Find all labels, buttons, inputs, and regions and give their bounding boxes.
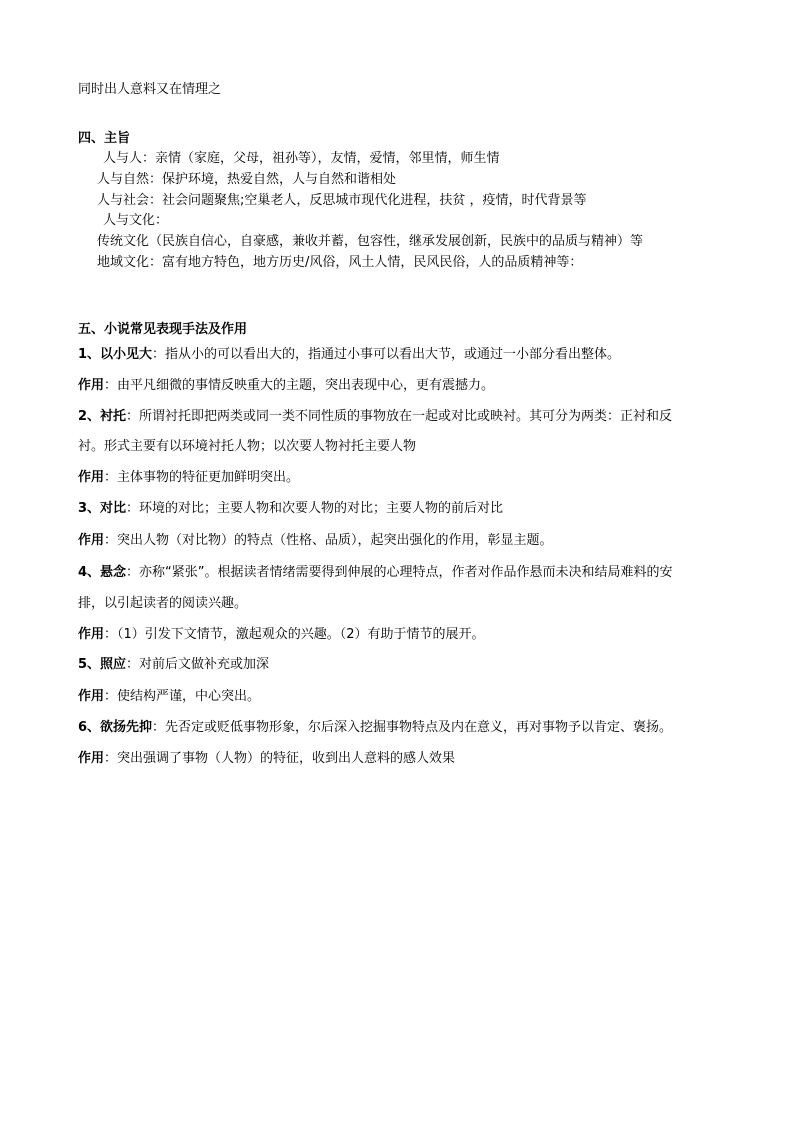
technique-definition	[78, 565, 673, 581]
effect-text: ：突出人物（对比物）的特点（性格、品质），起突出强化的作用，彰显主题。	[104, 533, 553, 548]
definition-text: ：指从小的可以看出大的，指通过小事可以看出大节，或通过一小部分看出整体。	[152, 347, 621, 362]
definition-continuation: 排，以引起读者的阅读兴趣。	[78, 596, 248, 611]
effect-text: ：使结构严谨，中心突出。	[104, 689, 261, 704]
theme-item: 人与自然：保护环境，热爱自然，人与自然和谐相处	[97, 172, 397, 187]
technique-effect	[78, 378, 494, 394]
theme-item: 人与人：亲情（家庭，父母，祖孙等），友情，爱情，邻里情，师生情	[103, 151, 500, 166]
section5-heading: 五、小说常见表现手法及作用	[78, 322, 248, 337]
theme-item: 人与文化：	[103, 213, 169, 228]
technique-effect	[78, 627, 485, 643]
technique-term: 5、照应	[78, 657, 127, 672]
technique-term: 1、以小见大	[78, 347, 153, 362]
intro-line: 同时出人意料又在情理之	[78, 82, 222, 97]
technique-effect	[78, 751, 455, 767]
technique-definition	[78, 409, 672, 425]
definition-text: ：环境的对比；主要人物和次要人物的对比；主要人物的前后对比	[126, 501, 504, 516]
effect-text: ：突出强调了事物（人物）的特征，收到出人意料的感人效果	[104, 751, 456, 766]
technique-effect	[78, 689, 260, 705]
effect-text: ：（1）引发下文情节，激起观众的兴趣。（2）有助于情节的展开。	[104, 627, 485, 642]
technique-term: 6、欲扬先抑	[78, 720, 153, 735]
technique-definition	[78, 347, 620, 363]
definition-text: ：对前后文做补充或加深	[126, 657, 270, 672]
effect-label: 作用	[78, 689, 105, 704]
theme-item: 传统文化（民族自信心，自豪感，兼收并蓄，包容性，继承发展创新，民族中的品质与精神）等	[97, 234, 644, 249]
technique-term: 3、对比	[78, 501, 127, 516]
effect-text: ：主体事物的特征更加鲜明突出。	[104, 470, 300, 485]
section4-heading: 四、主旨	[78, 131, 131, 146]
definition-text: ：先否定或贬低事物形象，尔后深入挖掘事物特点及内在意义，再对事物予以肯定、褒扬。	[152, 720, 673, 735]
technique-term: 4、悬念	[78, 565, 127, 580]
definition-continuation: 衬。形式主要有以环境衬托人物；以次要人物衬托主要人物	[78, 439, 417, 454]
technique-definition	[78, 657, 269, 673]
theme-item: 地域文化：富有地方特色，地方历史/风俗，风土人情，民风民俗，人的品质精神等：	[97, 255, 583, 270]
technique-term: 2、衬托	[78, 409, 127, 424]
effect-text: ：由平凡细微的事情反映重大的主题，突出表现中心，更有震撼力。	[104, 378, 495, 393]
theme-item: 人与社会：社会问题聚焦;空巢老人，反思城市现代化进程，扶贫 ，疫情，时代背景等	[97, 193, 587, 208]
effect-label: 作用	[78, 470, 105, 485]
technique-definition	[78, 720, 672, 736]
effect-label: 作用	[78, 751, 105, 766]
definition-text: ：亦称“紧张”。根据读者情绪需要得到伸展的心理特点，作者对作品作悬而未决和结局难料的安	[126, 565, 673, 580]
effect-label: 作用	[78, 627, 105, 642]
definition-text: ：所谓衬托即把两类或同一类不同性质的事物放在一起或对比或映衬。其可分为两类：正衬和反	[126, 409, 673, 424]
effect-label: 作用	[78, 533, 105, 548]
technique-effect	[78, 470, 299, 486]
effect-label: 作用	[78, 378, 105, 393]
technique-definition	[78, 501, 503, 517]
technique-effect	[78, 533, 553, 549]
